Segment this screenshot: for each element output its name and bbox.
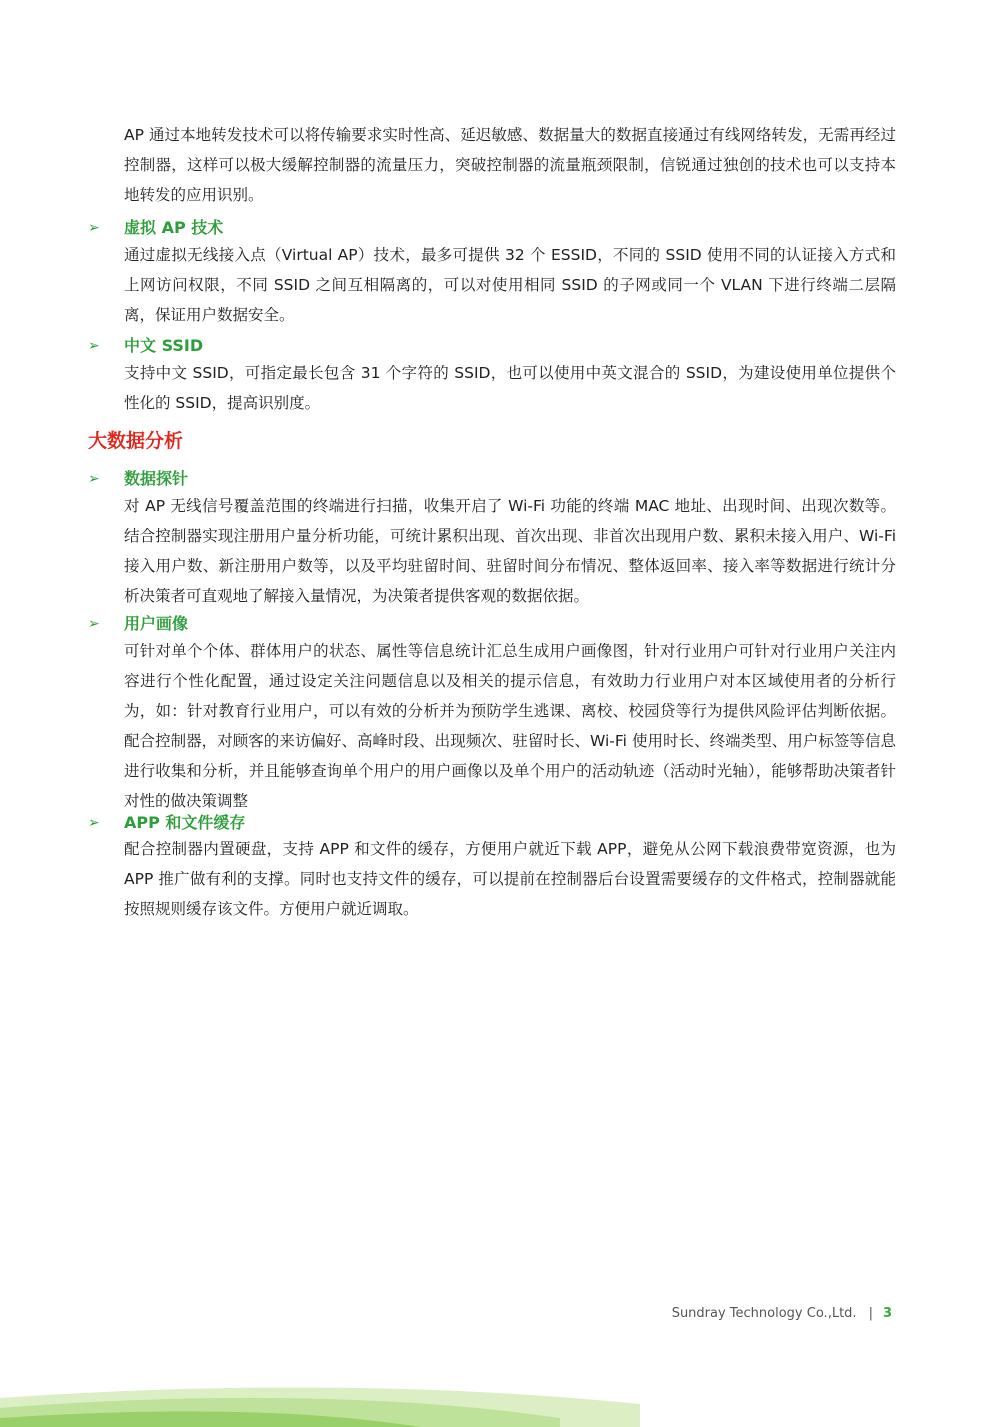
arrow-bullet-icon: ➢ xyxy=(88,815,100,831)
item-body-app-cache: 配合控制器内置硬盘，支持 APP 和文件的缓存，方便用户就近下载 APP，避免从公网下载浪费带宽资源，也为 APP 推广做有利的支撑。同时也支持文件的缓存，可以提前在控制器后台设置需要缓存的文件格式，控制器就能按照规则缓存该文件。方便用户就近调取。 xyxy=(124,840,896,918)
item-body-user-profile: 可针对单个个体、群体用户的状态、属性等信息统计汇总生成用户画像图，针对行业用户可针对行业用户关注内容进行个性化配置，通过设定关注问题信息以及相关的提示信息，有效助力行业用户对本区域使用者的分析行为，如：针对教育行业用户，可以有效的分析并为预防学生逃课、离校、校园贷等行为提供风险评估判断依据。配合控制器，对顾客的来访偏好、高峰时段、出现频次、驻留时长、Wi-Fi 使用时长、终端类型、用户标签等信息进行收集和分析，并且能够查询单个用户的用户画像以及单个用户的活动轨迹（活动时光轴），能够帮助决策者针对性的做决策调整 xyxy=(124,642,896,810)
arrow-bullet-icon: ➢ xyxy=(88,338,100,354)
page-footer xyxy=(672,1304,892,1324)
arrow-bullet-icon: ➢ xyxy=(88,220,100,236)
arrow-bullet-icon: ➢ xyxy=(88,471,100,487)
item-body-chinese-ssid: 支持中文 SSID，可指定最长包含 31 个字符的 SSID，也可以使用中英文混合的 SSID，为建设使用单位提供个性化的 SSID，提高识别度。 xyxy=(124,364,896,412)
footer-company-name: Sundray Technology Co.,Ltd. xyxy=(671,1306,857,1321)
item-title: APP 和文件缓存 xyxy=(124,813,246,832)
page-number: 3 xyxy=(882,1306,892,1321)
item-title: 数据探针 xyxy=(124,469,189,488)
footer-wave-decoration xyxy=(0,1380,984,1427)
intro-paragraph: AP 通过本地转发技术可以将传输要求实时性高、延迟敏感、数据量大的数据直接通过有线网络转发，无需再经过控制器，这样可以极大缓解控制器的流量压力，突破控制器的流量瓶颈限制，信锐通过独创的技术也可以支持本地转发的应用识别。 xyxy=(124,126,896,204)
item-title: 虚拟 AP 技术 xyxy=(124,218,224,237)
arrow-bullet-icon: ➢ xyxy=(88,616,100,632)
section-title-big-data: 大数据分析 xyxy=(88,430,184,452)
item-body-data-probe: 对 AP 无线信号覆盖范围的终端进行扫描，收集开启了 Wi-Fi 功能的终端 MAC 地址、出现时间、出现次数等。结合控制器实现注册用户量分析功能，可统计累积出现、首次出现、非首次出现用户数、累积未接入用户、Wi-Fi 接入用户数、新注册用户数等，以及平均驻留时间、驻留时间分布情况、整体返回率、接入率等数据进行统计分析决策者可直观地了解接入量情况，为决策者提供客观的数据依据。 xyxy=(124,497,896,605)
item-title: 中文 SSID xyxy=(124,336,204,355)
item-body-virtual-ap: 通过虚拟无线接入点（Virtual AP）技术，最多可提供 32 个 ESSID，不同的 SSID 使用不同的认证接入方式和上网访问权限，不同 SSID 之间互相隔离的，可以对使用相同 SSID 的子网或同一个 VLAN 下进行终端二层隔离，保证用户数据安全。 xyxy=(124,246,896,324)
item-title: 用户画像 xyxy=(124,614,189,633)
footer-separator: | xyxy=(868,1306,873,1321)
